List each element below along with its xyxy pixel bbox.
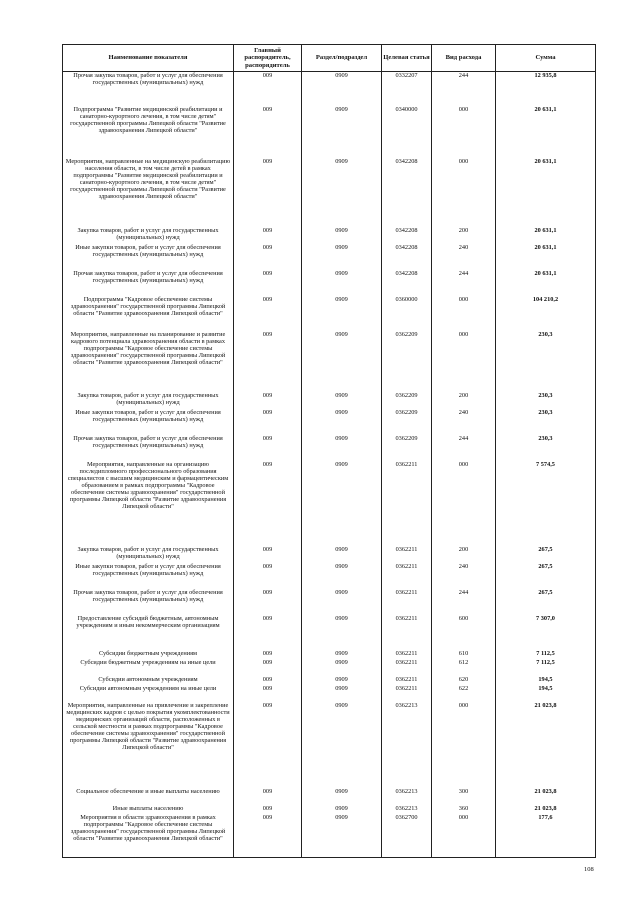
row-expense-cell: 244 <box>432 589 496 615</box>
row-grbs-cell: 009 <box>234 685 302 702</box>
row-target-cell: 0362209 <box>382 409 432 435</box>
row-grbs-cell: 009 <box>234 659 302 676</box>
row-section-cell: 0909 <box>302 331 382 392</box>
row-sum-cell: 7 574,5 <box>496 461 596 546</box>
row-target-cell: 0362209 <box>382 435 432 461</box>
row-section-cell: 0909 <box>302 650 382 659</box>
row-grbs-cell: 009 <box>234 805 302 814</box>
row-name-cell: Иные закупки товаров, работ и услуг для обеспечения государственных (муниципальных) нужд <box>63 244 234 270</box>
row-target-cell: 0362211 <box>382 546 432 563</box>
page-number: 108 <box>584 866 594 873</box>
row-expense-cell: 000 <box>432 158 496 227</box>
row-name-cell: Предоставление субсидий бюджетным, автономным учреждениям и иным некоммерческим организациям <box>63 615 234 650</box>
row-section-cell: 0909 <box>302 409 382 435</box>
table-row <box>63 814 596 858</box>
row-target-cell: 0342208 <box>382 227 432 244</box>
row-expense-cell: 300 <box>432 788 496 805</box>
row-target-cell: 0342208 <box>382 158 432 227</box>
table-row <box>63 392 596 409</box>
row-target-cell: 0362211 <box>382 659 432 676</box>
row-expense-cell: 600 <box>432 615 496 650</box>
row-target-cell: 0362211 <box>382 589 432 615</box>
row-expense-cell: 240 <box>432 244 496 270</box>
row-name-cell: Мероприятия, направленные на медицинскую реабилитацию населения области, в том числе детей в рамках подпрограммы "Развитие медицинской реабилитации и санаторно-курортного лечения, в том числе детям" государственной программы Липецкой области "Развитие здравоохранения Липецкой области" <box>63 158 234 227</box>
table-row <box>63 702 596 788</box>
row-name-cell: Иные закупки товаров, работ и услуг для обеспечения государственных (муниципальных) нужд <box>63 563 234 589</box>
row-grbs-cell: 009 <box>234 72 302 106</box>
row-name-cell: Мероприятия, направленные на планирование и развитие кадрового потенциала здравоохранения области в рамках подпрограммы "Кадровое обеспечение системы здравоохранения" государственной программы Липецкой области "Развитие здравоохранения Липецкой области" <box>63 331 234 392</box>
table-row <box>63 158 596 227</box>
table-row <box>63 563 596 589</box>
row-name-cell: Мероприятия, направленные на организацию последипломного профессионального образования специалистов с высшим медицинским и фармацевтическим образованием в рамках подпрограммы "Кадровое обеспечение системы здравоохранения" государственной программы Липецкой области "Развитие здравоохранения Липецкой области" <box>63 461 234 546</box>
table-row <box>63 659 596 676</box>
row-grbs-cell: 009 <box>234 244 302 270</box>
row-sum-cell: 7 307,0 <box>496 615 596 650</box>
table-row <box>63 461 596 546</box>
row-expense-cell: 240 <box>432 409 496 435</box>
row-target-cell: 0342208 <box>382 244 432 270</box>
row-section-cell: 0909 <box>302 244 382 270</box>
row-sum-cell: 12 935,8 <box>496 72 596 106</box>
row-section-cell: 0909 <box>302 589 382 615</box>
row-section-cell: 0909 <box>302 392 382 409</box>
row-name-cell: Прочая закупка товаров, работ и услуг для обеспечения государственных (муниципальных) нужд <box>63 72 234 106</box>
row-section-cell: 0909 <box>302 659 382 676</box>
row-grbs-cell: 009 <box>234 435 302 461</box>
row-name-cell: Субсидии бюджетным учреждениям <box>63 650 234 659</box>
table-row <box>63 227 596 244</box>
row-grbs-cell: 009 <box>234 158 302 227</box>
row-section-cell: 0909 <box>302 72 382 106</box>
row-target-cell: 0332207 <box>382 72 432 106</box>
row-grbs-cell: 009 <box>234 296 302 331</box>
table-row <box>63 244 596 270</box>
row-section-cell: 0909 <box>302 461 382 546</box>
row-section-cell: 0909 <box>302 814 382 858</box>
row-grbs-cell: 009 <box>234 676 302 685</box>
row-section-cell: 0909 <box>302 106 382 158</box>
row-expense-cell: 000 <box>432 814 496 858</box>
row-expense-cell: 244 <box>432 435 496 461</box>
table-row <box>63 435 596 461</box>
row-name-cell: Прочая закупка товаров, работ и услуг для обеспечения государственных (муниципальных) нужд <box>63 589 234 615</box>
row-expense-cell: 200 <box>432 546 496 563</box>
row-grbs-cell: 009 <box>234 589 302 615</box>
row-expense-cell: 240 <box>432 563 496 589</box>
table-row <box>63 788 596 805</box>
row-sum-cell: 21 023,8 <box>496 702 596 788</box>
col-header-target: Целевая статья <box>382 45 432 72</box>
row-target-cell: 0362213 <box>382 702 432 788</box>
row-section-cell: 0909 <box>302 788 382 805</box>
row-name-cell: Субсидии бюджетным учреждениям на иные цели <box>63 659 234 676</box>
row-expense-cell: 000 <box>432 106 496 158</box>
budget-table <box>62 44 596 858</box>
row-grbs-cell: 009 <box>234 788 302 805</box>
table-row <box>63 409 596 435</box>
row-sum-cell: 20 631,1 <box>496 227 596 244</box>
row-sum-cell: 267,5 <box>496 563 596 589</box>
col-header-grbs: Главный распорядитель, распорядитель <box>234 45 302 72</box>
row-grbs-cell: 009 <box>234 409 302 435</box>
row-sum-cell: 20 631,1 <box>496 106 596 158</box>
row-section-cell: 0909 <box>302 702 382 788</box>
row-expense-cell: 200 <box>432 392 496 409</box>
row-expense-cell: 244 <box>432 270 496 296</box>
table-row <box>63 270 596 296</box>
row-expense-cell: 610 <box>432 650 496 659</box>
row-sum-cell: 230,3 <box>496 435 596 461</box>
row-sum-cell: 177,6 <box>496 814 596 858</box>
row-expense-cell: 620 <box>432 676 496 685</box>
row-sum-cell: 230,3 <box>496 409 596 435</box>
row-grbs-cell: 009 <box>234 563 302 589</box>
row-grbs-cell: 009 <box>234 814 302 858</box>
table-row <box>63 331 596 392</box>
row-name-cell: Мероприятия в области здравоохранения в рамках подпрограммы "Кадровое обеспечение системы здравоохранения" государственной программы Липецкой области "Развитие здравоохранения Липецкой области" <box>63 814 234 858</box>
row-name-cell: Подпрограмма "Развитие медицинской реабилитации и санаторно-курортного лечения, в том числе детям" государственной программы Липецкой области "Развитие здравоохранения Липецкой области" <box>63 106 234 158</box>
row-expense-cell: 360 <box>432 805 496 814</box>
row-name-cell: Социальное обеспечение и иные выплаты населению <box>63 788 234 805</box>
col-header-sum: Сумма <box>496 45 596 72</box>
table-row <box>63 805 596 814</box>
row-grbs-cell: 009 <box>234 546 302 563</box>
row-expense-cell: 612 <box>432 659 496 676</box>
row-name-cell: Субсидии автономным учреждениям на иные цели <box>63 685 234 702</box>
row-section-cell: 0909 <box>302 685 382 702</box>
row-target-cell: 0362211 <box>382 615 432 650</box>
row-sum-cell: 230,3 <box>496 392 596 409</box>
row-expense-cell: 244 <box>432 72 496 106</box>
row-target-cell: 0360000 <box>382 296 432 331</box>
row-expense-cell: 200 <box>432 227 496 244</box>
row-grbs-cell: 009 <box>234 106 302 158</box>
col-header-expense: Вид расхода <box>432 45 496 72</box>
row-target-cell: 0340000 <box>382 106 432 158</box>
row-grbs-cell: 009 <box>234 270 302 296</box>
row-name-cell: Иные выплаты населению <box>63 805 234 814</box>
row-sum-cell: 230,3 <box>496 331 596 392</box>
row-target-cell: 0362209 <box>382 331 432 392</box>
row-sum-cell: 194,5 <box>496 685 596 702</box>
table-row <box>63 106 596 158</box>
row-target-cell: 0362213 <box>382 788 432 805</box>
row-section-cell: 0909 <box>302 563 382 589</box>
row-sum-cell: 21 023,8 <box>496 788 596 805</box>
table-row <box>63 676 596 685</box>
row-target-cell: 0342208 <box>382 270 432 296</box>
row-section-cell: 0909 <box>302 296 382 331</box>
table-header-row <box>63 45 596 72</box>
row-target-cell: 0362700 <box>382 814 432 858</box>
row-grbs-cell: 009 <box>234 392 302 409</box>
row-section-cell: 0909 <box>302 546 382 563</box>
row-name-cell: Закупка товаров, работ и услуг для государственных (муниципальных) нужд <box>63 546 234 563</box>
row-expense-cell: 000 <box>432 296 496 331</box>
row-section-cell: 0909 <box>302 227 382 244</box>
table-row <box>63 546 596 563</box>
row-expense-cell: 622 <box>432 685 496 702</box>
row-grbs-cell: 009 <box>234 227 302 244</box>
row-name-cell: Мероприятия, направленные на привлечение и закрепление медицинских кадров с целью покрытия укомплектованности медицинских организаций области, расположенных в сельской местности и рамках подпрограммы "Кадровое обеспечение системы здравоохранения" государственной программы Липецкой области "Развитие здравоохранения Липецкой области" <box>63 702 234 788</box>
row-name-cell: Подпрограмма "Кадровое обеспечение системы здравоохранения" государственной программы Липецкой области "Развитие здравоохранения Липецкой области" <box>63 296 234 331</box>
row-section-cell: 0909 <box>302 676 382 685</box>
row-name-cell: Закупка товаров, работ и услуг для государственных (муниципальных) нужд <box>63 227 234 244</box>
row-sum-cell: 194,5 <box>496 676 596 685</box>
table-row <box>63 615 596 650</box>
row-sum-cell: 21 023,8 <box>496 805 596 814</box>
table-row <box>63 589 596 615</box>
table-row <box>63 650 596 659</box>
row-name-cell: Иные закупки товаров, работ и услуг для обеспечения государственных (муниципальных) нужд <box>63 409 234 435</box>
row-sum-cell: 267,5 <box>496 546 596 563</box>
table-row <box>63 72 596 106</box>
row-sum-cell: 20 631,1 <box>496 158 596 227</box>
row-grbs-cell: 009 <box>234 702 302 788</box>
col-header-name: Наименование показателя <box>63 45 234 72</box>
row-target-cell: 0362211 <box>382 563 432 589</box>
row-section-cell: 0909 <box>302 615 382 650</box>
row-sum-cell: 104 210,2 <box>496 296 596 331</box>
row-grbs-cell: 009 <box>234 615 302 650</box>
table-row <box>63 685 596 702</box>
col-header-section: Раздел/подраздел <box>302 45 382 72</box>
row-sum-cell: 267,5 <box>496 589 596 615</box>
row-target-cell: 0362211 <box>382 676 432 685</box>
row-name-cell: Закупка товаров, работ и услуг для государственных (муниципальных) нужд <box>63 392 234 409</box>
row-target-cell: 0362211 <box>382 461 432 546</box>
row-sum-cell: 7 112,5 <box>496 650 596 659</box>
row-sum-cell: 20 631,1 <box>496 270 596 296</box>
row-sum-cell: 20 631,1 <box>496 244 596 270</box>
row-section-cell: 0909 <box>302 805 382 814</box>
row-expense-cell: 000 <box>432 702 496 788</box>
row-grbs-cell: 009 <box>234 461 302 546</box>
row-section-cell: 0909 <box>302 158 382 227</box>
row-expense-cell: 000 <box>432 461 496 546</box>
table-row <box>63 296 596 331</box>
row-section-cell: 0909 <box>302 270 382 296</box>
row-grbs-cell: 009 <box>234 650 302 659</box>
row-target-cell: 0362209 <box>382 392 432 409</box>
row-target-cell: 0362211 <box>382 685 432 702</box>
row-name-cell: Прочая закупка товаров, работ и услуг для обеспечения государственных (муниципальных) нужд <box>63 270 234 296</box>
row-name-cell: Субсидии автономным учреждениям <box>63 676 234 685</box>
row-target-cell: 0362213 <box>382 805 432 814</box>
row-expense-cell: 000 <box>432 331 496 392</box>
row-target-cell: 0362211 <box>382 650 432 659</box>
row-section-cell: 0909 <box>302 435 382 461</box>
row-sum-cell: 7 112,5 <box>496 659 596 676</box>
row-name-cell: Прочая закупка товаров, работ и услуг для обеспечения государственных (муниципальных) нужд <box>63 435 234 461</box>
row-grbs-cell: 009 <box>234 331 302 392</box>
